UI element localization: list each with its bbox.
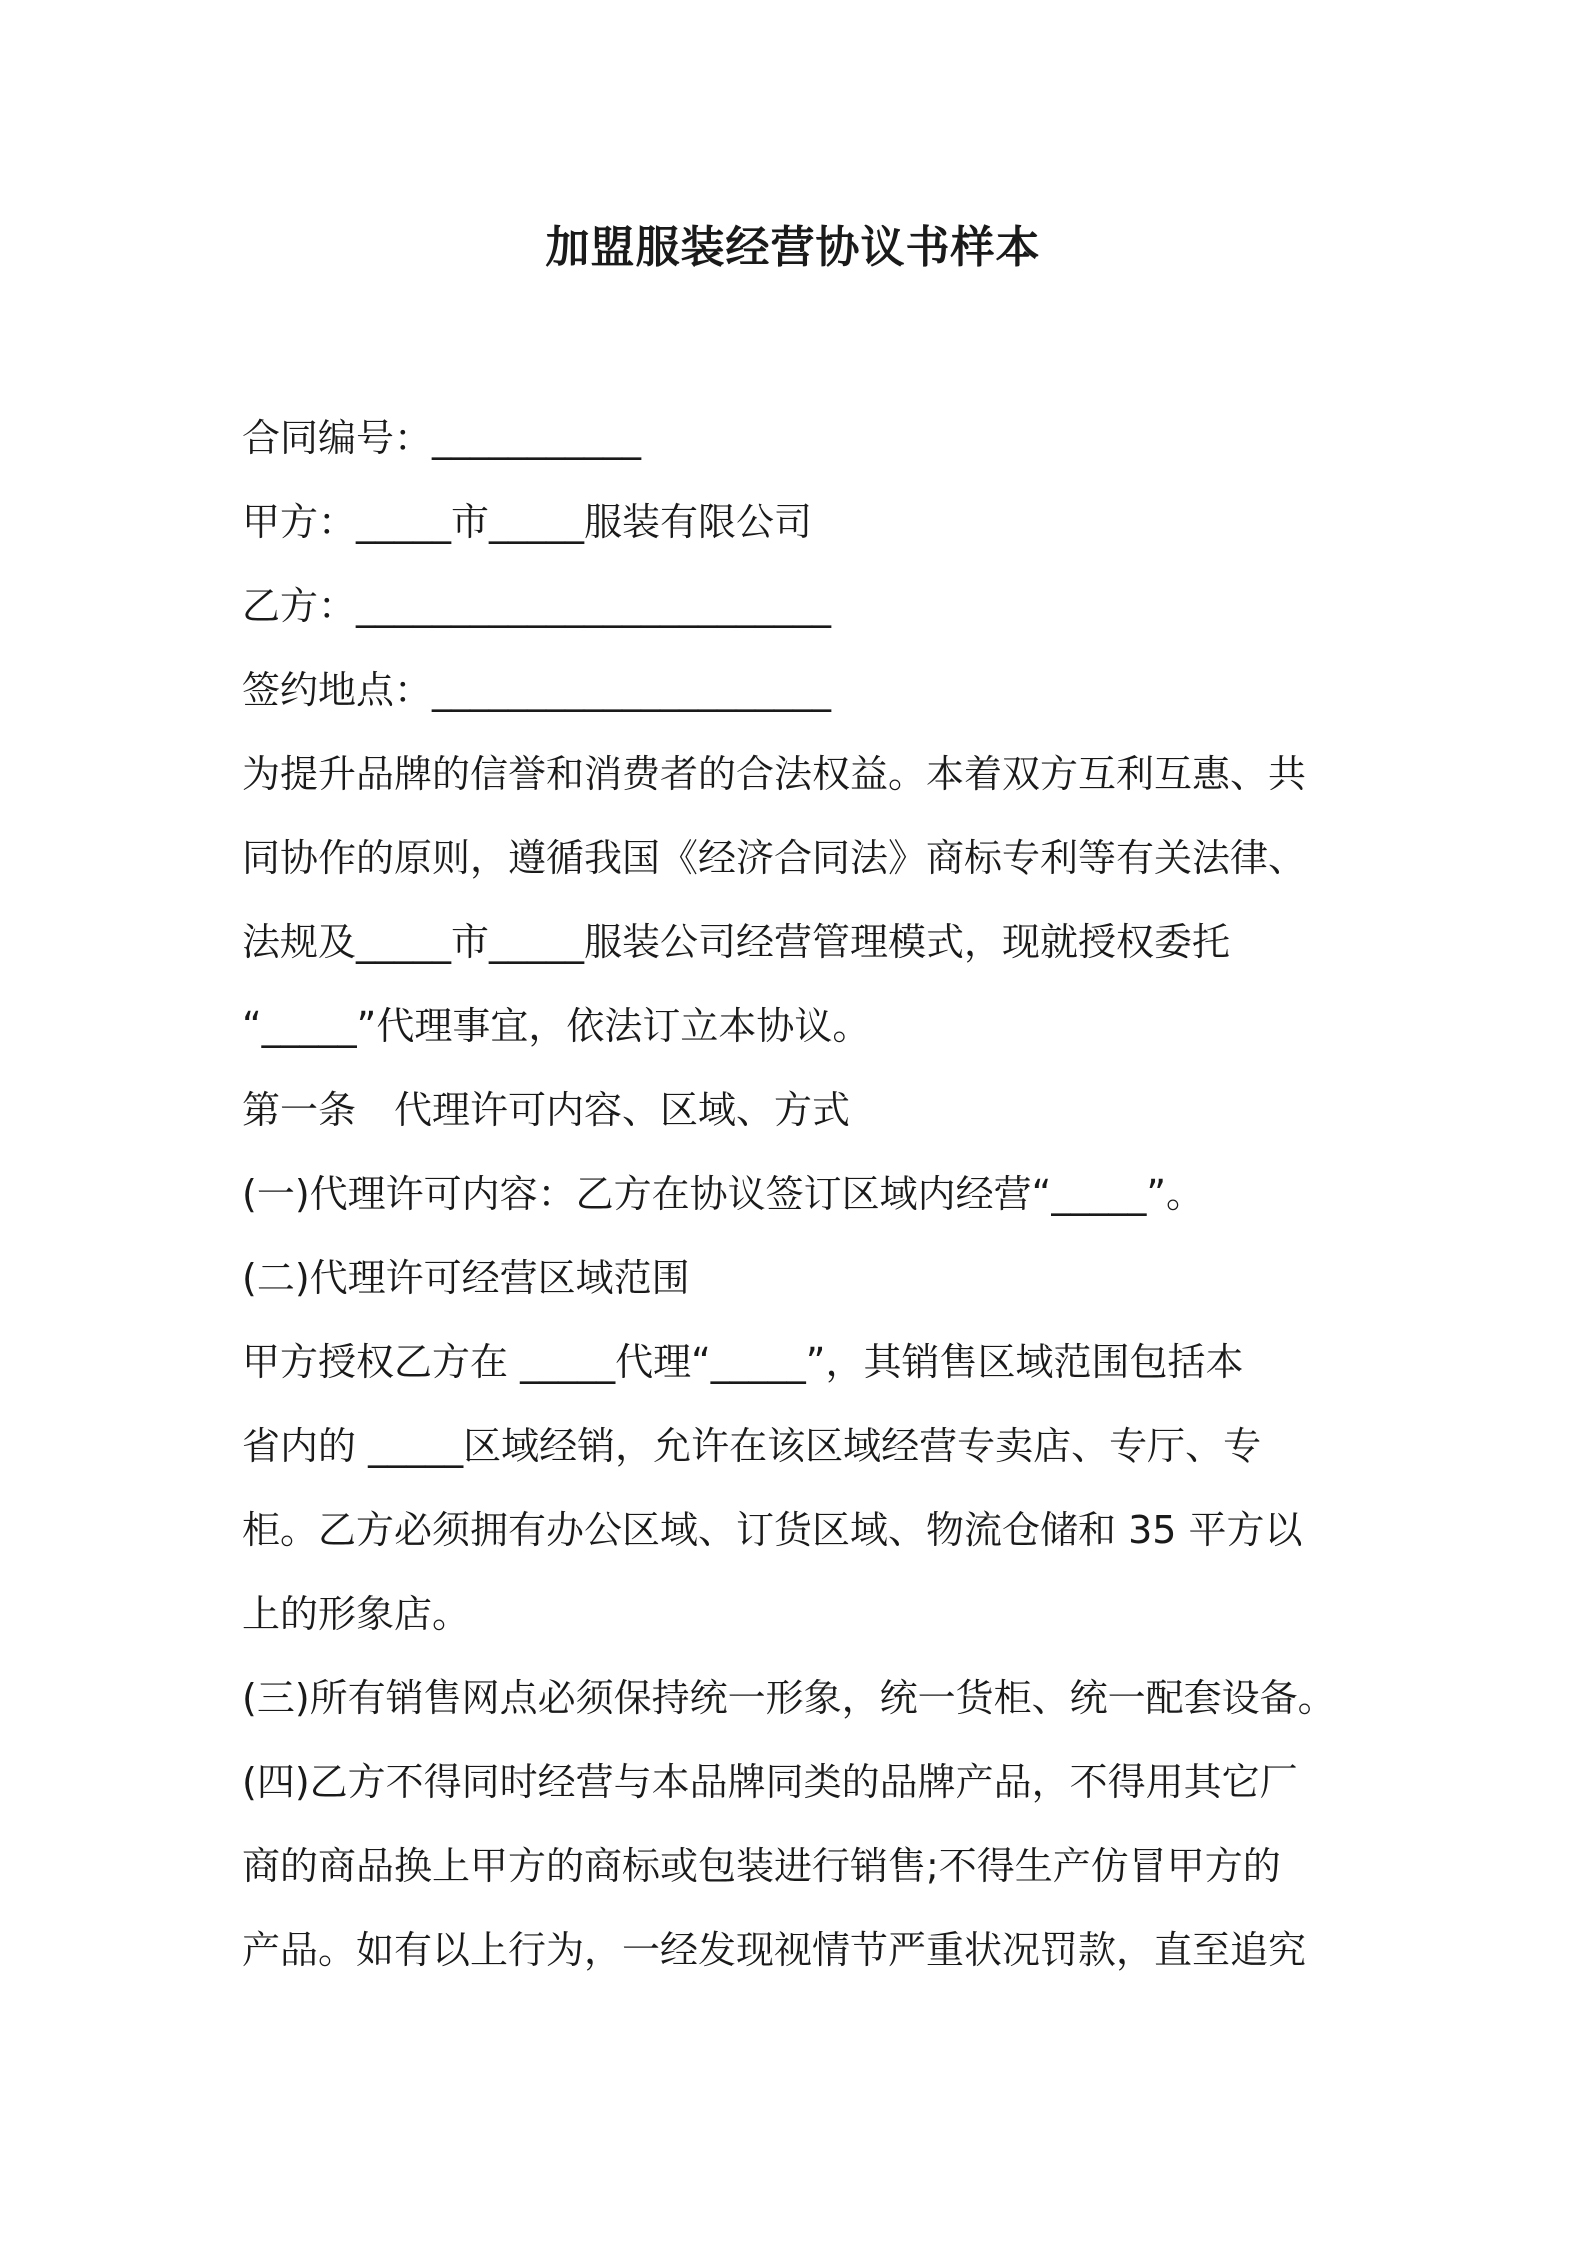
party-a-line: 甲方：_____市_____服装有限公司	[242, 500, 813, 544]
clause-1-line: (一)代理许可内容：乙方在协议签订区域内经营“_____”。	[242, 1172, 1205, 1216]
clause-2-heading: (二)代理许可经营区域范围	[242, 1256, 690, 1300]
contract-number-line: 合同编号：___________	[242, 416, 642, 460]
clause-2-body-line-4: 上的形象店。	[242, 1592, 471, 1636]
article-one-heading: 第一条 代理许可内容、区域、方式	[242, 1088, 851, 1132]
signing-place-line: 签约地点：_____________________	[242, 668, 832, 712]
document-title: 加盟服装经营协议书样本	[545, 222, 1041, 273]
clause-3-line: (三)所有销售网点必须保持统一形象，统一货柜、统一配套设备。	[242, 1676, 1336, 1720]
clause-4-line-2: 商的商品换上甲方的商标或包装进行销售;不得生产仿冒甲方的	[242, 1844, 1281, 1888]
clause-4-line-3: 产品。如有以上行为，一经发现视情节严重状况罚款，直至追究	[242, 1928, 1307, 1972]
preamble-line-4: “_____”代理事宜，依法订立本协议。	[242, 1004, 871, 1048]
clause-2-body-line-2: 省内的 _____区域经销，允许在该区域经营专卖店、专厅、专	[242, 1424, 1262, 1468]
party-b-line: 乙方：_________________________	[242, 584, 832, 628]
preamble-line-1: 为提升品牌的信誉和消费者的合法权益。本着双方互利互惠、共	[242, 752, 1307, 796]
clause-2-body-line-3: 柜。乙方必须拥有办公区域、订货区域、物流仓储和 35 平方以	[242, 1508, 1303, 1552]
preamble-line-2: 同协作的原则，遵循我国《经济合同法》商标专利等有关法律、	[242, 836, 1307, 880]
preamble-line-3: 法规及_____市_____服装公司经营管理模式，现就授权委托	[242, 920, 1231, 964]
clause-4-line-1: (四)乙方不得同时经营与本品牌同类的品牌产品，不得用其它厂	[242, 1760, 1298, 1804]
clause-2-body-line-1: 甲方授权乙方在 _____代理“_____”，其销售区域范围包括本	[242, 1340, 1244, 1384]
